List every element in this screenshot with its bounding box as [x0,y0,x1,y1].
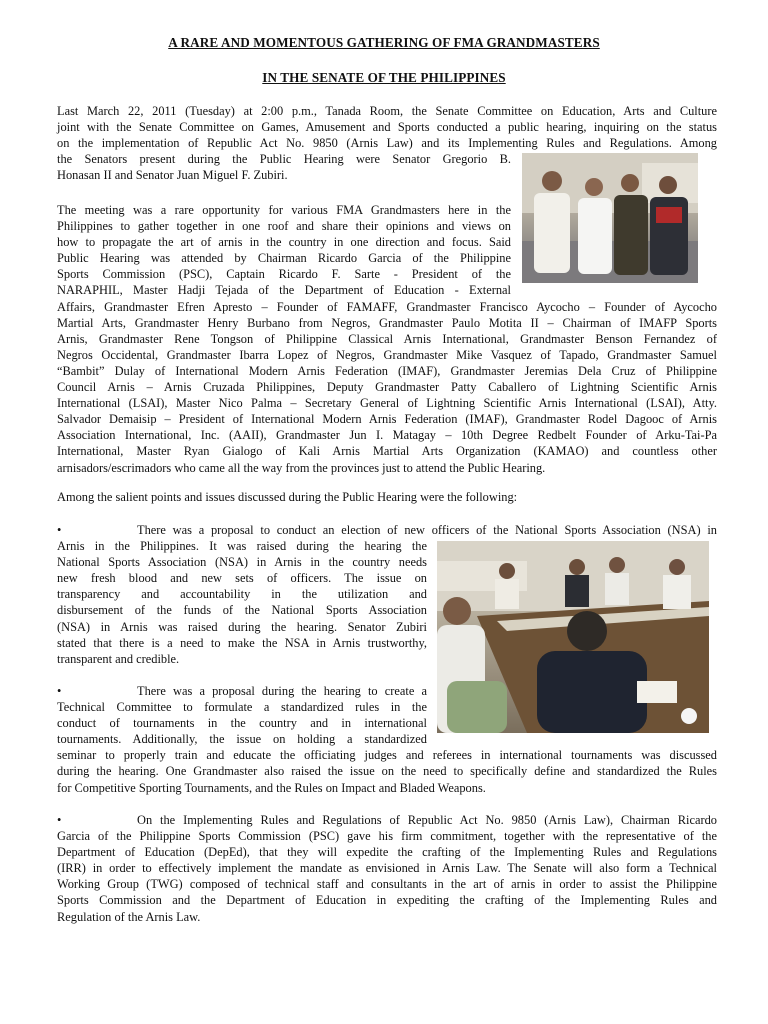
paragraph-salient-points [57,489,717,505]
text-line: tournaments. Additionally, the issue on holding a standardized [57,732,427,747]
text-line: (NSA) in Arnis was raised during the hearing. Senator Zubiri [57,619,427,634]
text-line: (IRR) in order to effectively implement the mandate as envisioned in Arnis Law. The Senate will also form a Technical [57,861,717,876]
text-line: arnisadors/escrimadors who came all the way from the provinces just to attend the Public Hearing. [57,460,546,475]
text-line: Sports Commission and the Department of Education in expediting the crafting of the Implementing Rules and [57,893,717,908]
bullet-item-irr-arnis-law [57,812,717,925]
article-title-line-1: A RARE AND MOMENTOUS GATHERING OF FMA GRANDMASTERS [168,35,600,50]
text-line: conduct of tournaments in the country and in international [57,716,427,731]
bullet-item-technical-committee [57,683,717,796]
text-line: Martial Arts, Grandmaster Henry Burbano from Negros, Grandmaster Paulo Motita II – Chairman of IMAFP Sports [57,315,717,330]
text-line: There was a proposal during the hearing to create a [137,684,427,698]
text-line: Public Hearing was attended by Chairman Ricardo Garcia of the Philippine [57,251,511,266]
text-line: Honasan II and Senator Juan Miguel F. Zubiri. [57,168,288,183]
text-line: Council Arnis – Arnis Cruzada Philippines, Deputy Grandmaster Patty Caballero of Lightning Scientific Arnis [57,380,717,395]
bullet-marker: • [57,813,62,827]
text-line: Affairs, Grandmaster Efren Apresto – Founder of FAMAFF, Grandmaster Francisco Aycocho – Founder of Aycocho [57,299,717,314]
text-line: how to propagate the art of arnis in the country in one direction and focus. Said [57,235,511,250]
text-line: Arnis, Grandmaster Rene Tongson of Philippine Classical Arnis International, Grandmaster Benson Fernandez of [57,331,717,346]
text-line: The meeting was a rare opportunity for various FMA Grandmasters here in the [57,203,511,217]
bullet-first-line [57,812,717,828]
text-line: seminar to properly train and educate the officiating judges and referees in international tournaments was discussed [57,748,717,763]
text-line: transparency and accountability in the utilization and [57,587,427,602]
text-line: for Competitive Sporting Tournaments, and the Rules on Impact and Bladed Weapons. [57,780,486,795]
text-line: the Senators present during the Public Hearing were Senator Gregorio B. [57,152,511,167]
text-line: transparent and credible. [57,651,180,666]
bullet-item-nsa-election [57,522,717,667]
bullet-marker: • [57,523,62,537]
text-line: Negros Occidental, Grandmaster Ibarra Lopez of Negros, Grandmaster Mike Vasquez of Tapado, Grandmaster Samuel [57,347,717,362]
text-line: on the implementation of Republic Act No. 9850 (Arnis Law) and its Implementing Rules and Regulations. Among [57,136,717,151]
text-line: Technical Committee to formulate a standardized rules in the [57,700,427,715]
text-line: Department of Education (DepEd), that they will expedite the crafting of the Implementing Rules and Regulations [57,845,717,860]
text-line: There was a proposal to conduct an election of new officers of the National Sports Association (NSA) in [137,523,717,537]
text-line: Arnis in the Philippines. It was raised during the hearing the [57,539,427,554]
text-line: Sports Commission (PSC), Captain Ricardo F. Sarte - President of the [57,267,511,282]
text-line: Among the salient points and issues discussed during the Public Hearing were the following: [57,490,518,504]
text-line: stated that there is a need to make the NSA in Arnis trustworthy, [57,635,427,650]
bullet-first-line [57,683,427,699]
bullet-first-line [57,522,717,538]
text-line: On the Implementing Rules and Regulations of Republic Act No. 9850 (Arnis Law), Chairman Ricardo [137,813,717,827]
bullet-marker: • [57,684,62,698]
text-line: during the hearing. One Grandmaster also raised the issue on the need to specifically define and standardized the Rules [57,764,717,779]
text-line: National Sports Association (NSA) in Arnis in the country needs [57,555,427,570]
article-title-line-2: IN THE SENATE OF THE PHILIPPINES [262,70,506,85]
text-line: Association International, Inc. (AAII), Grandmaster Jun I. Matagay – 10th Degree Redbelt Founder of Arku-Tai-Pa [57,428,717,443]
text-line: Philippines to gather together in one roof and share their opinions and views on [57,219,511,234]
text-line: International (LSAI), Master Nico Palma – Secretary General of Lightning Scientific Arnis International (LSAI), Atty. [57,396,717,411]
text-line: NARAPHIL, Master Hadji Tejada of the Department of Education - External [57,283,511,298]
text-line: Working Group (TWG) composed of technical staff and consultants in the art of arnis in order to assist the Philippine [57,877,717,892]
text-line: disbursement of the funds of the National Sports Association [57,603,427,618]
text-line: Regulation of the Arnis Law. [57,909,201,924]
text-line: joint with the Senate Committee on Games, Amusement and Sports conducted a public hearing, inquiring on the status [57,120,717,135]
text-line: Garcia of the Philippine Sports Commission (PSC) gave his firm commitment, together with the representative of the [57,829,717,844]
text-line: “Bambit” Dulay of International Modern Arnis Federation (IMAF), Grandmaster Jeremias Dela Cruz of Philippine [57,363,717,378]
paragraph-attendees [57,202,717,476]
text-line: new fresh blood and new sets of officers. The issue on [57,571,427,586]
text-line: Last March 22, 2011 (Tuesday) at 2:00 p.m., Tanada Room, the Senate Committee on Education, Arts and Culture [57,104,717,118]
text-line: International, Master Ryan Gialogo of Kali Arnis Martial Arts Organization (KAMAO) and countless other [57,444,717,459]
text-line: Salvador Demaisip – President of International Modern Arnis Federation (IMAF), Grandmaster Rodel Dagooc of Arnis [57,412,717,427]
